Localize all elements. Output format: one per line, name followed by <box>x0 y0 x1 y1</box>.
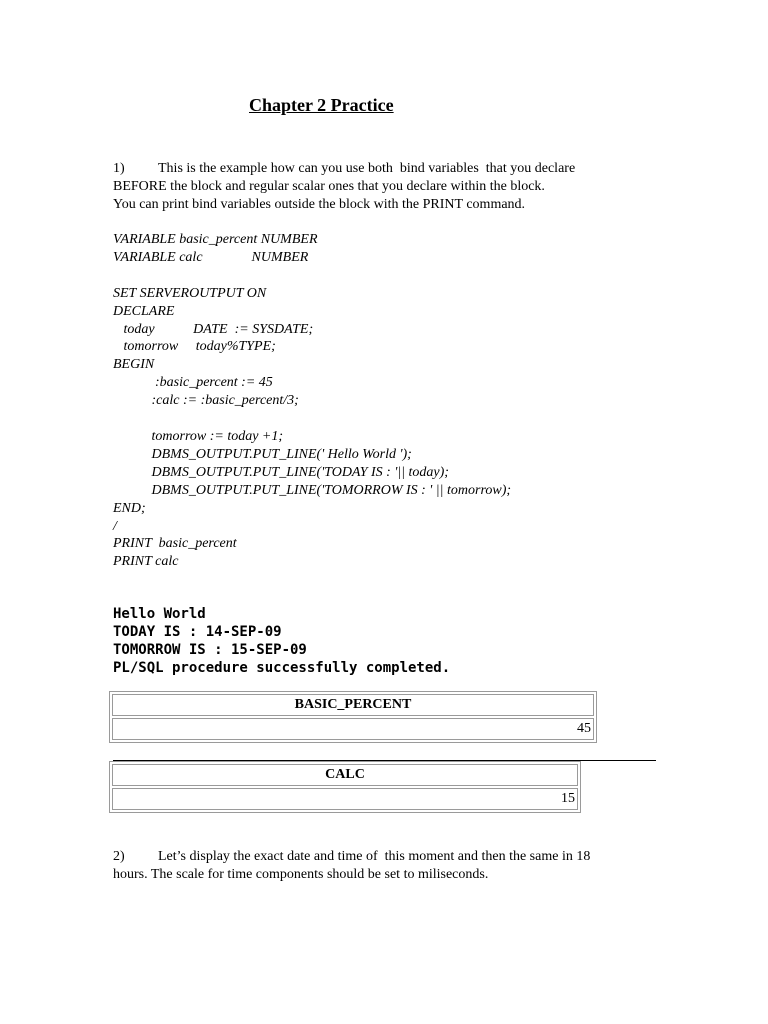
section-2-line-2: hours. The scale for time components should be set to miliseconds. <box>113 867 489 882</box>
script-output: Hello World TODAY IS : 14-SEP-09 TOMORROW IS : 15-SEP-09 PL/SQL procedure successfully completed. <box>113 606 451 676</box>
basic-percent-value: 45 <box>112 718 594 740</box>
basic-percent-table <box>109 691 597 743</box>
section-2-number: 2) <box>113 849 125 864</box>
section-1-text <box>113 160 575 214</box>
basic-percent-header: BASIC_PERCENT <box>112 694 594 716</box>
section-1-number: 1) <box>113 161 125 176</box>
section-2-text <box>113 848 590 884</box>
calc-table <box>109 761 581 813</box>
section-1-line-3: You can print bind variables outside the block with the PRINT command. <box>113 197 526 212</box>
calc-value: 15 <box>112 788 578 810</box>
section-2-line-1: Let’s display the exact date and time of this moment and then the same in 18 <box>158 849 591 864</box>
section-1-line-2: BEFORE the block and regular scalar ones that you declare within the block. <box>113 179 545 194</box>
page-title: Chapter 2 Practice <box>249 95 394 115</box>
section-1-line-1: This is the example how can you use both bind variables that you declare <box>158 161 576 176</box>
calc-header: CALC <box>112 764 578 786</box>
plsql-code-block: VARIABLE basic_percent NUMBER VARIABLE calc NUMBER SET SERVEROUTPUT ON DECLARE today DATE := SYSDATE; tomorrow today%TYPE; BEGIN :basic_percent := 45 :calc := :basic_percent/3; tomorrow := today +1; DBMS_OUTPUT.PUT_LINE(' Hello World '); DBMS_OUTPUT.PUT_LINE('TODAY IS : '|| today); DBMS_OUTPUT.PUT_LINE('TOMORROW IS : ' || tomorrow); END; / PRINT basic_percent PRINT calc <box>113 232 512 570</box>
